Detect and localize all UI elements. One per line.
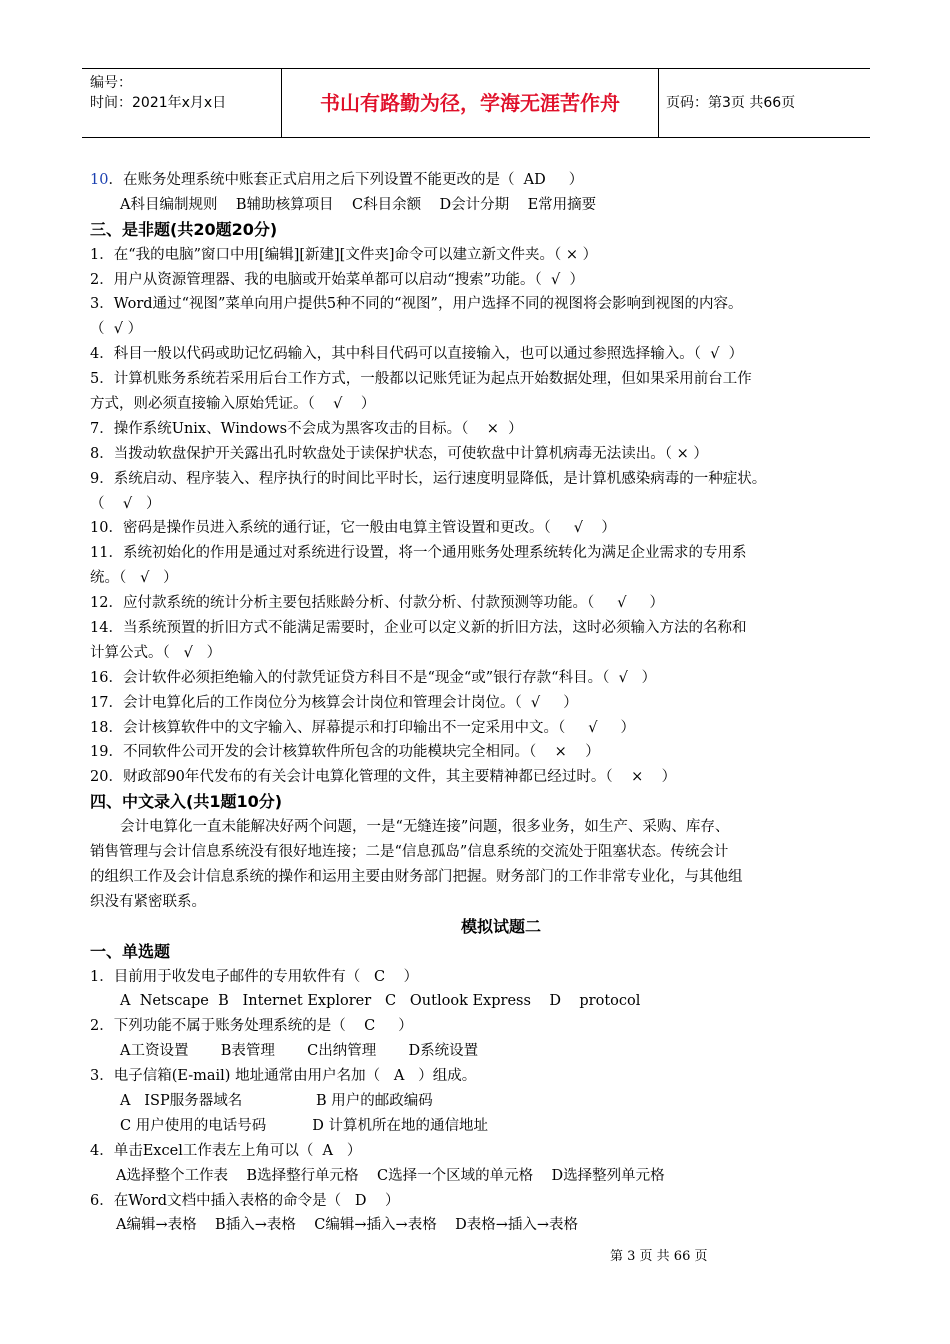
options-line: A编辑→表格 B插入→表格 C编辑→插入→表格 D表格→插入→表格 xyxy=(116,1217,579,1234)
question-line: 12．应付款系统的统计分析主要包括账龄分析、付款分析、付款预测等功能。（ √ ） xyxy=(90,595,665,612)
paragraph-line: 的组织工作及会计信息系统的操作和运用主要由财务部门把握。财务部门的工作非常专业化，与其他组 xyxy=(90,868,743,885)
page-footer: 第 3 页 共 66 页 xyxy=(610,1249,708,1264)
question-line: 1．在“我的电脑”窗口中用[编辑][新建][文件夹]命令可以建立新文件夹。（ × ） xyxy=(90,246,598,263)
question-line: 2．下列功能不属于账务处理系统的是（ C ） xyxy=(90,1018,413,1035)
answer-line: （ √ ） xyxy=(90,495,161,512)
question-line: 10．密码是操作员进入系统的通行证，它一般由电算主管设置和更改。（ √ ） xyxy=(90,520,616,537)
header-page-info: 页码：第3页 共66页 xyxy=(666,95,796,111)
section-heading: 四、中文录入(共1题10分) xyxy=(90,792,283,812)
paragraph-line: 织没有紧密联系。 xyxy=(90,893,206,910)
question-line: 4．科目一般以代码或助记忆码输入，其中科目代码可以直接输入，也可以通过参照选择输入。（ √ ） xyxy=(90,346,744,363)
header-number-label: 编号： xyxy=(90,75,132,91)
question-line: 7．操作系统Unix、Windows不会成为黑客攻击的目标。（ × ） xyxy=(90,420,523,437)
header-time-label: 时间：2021年x月x日 xyxy=(90,95,227,111)
question-line: 4．单击Excel工作表左上角可以（ A ） xyxy=(90,1142,362,1159)
paragraph-line: 销售管理与会计信息系统没有很好地连接；二是“信息孤岛”信息系统的交流处于阻塞状态。传统会计 xyxy=(90,844,729,861)
question-line: 16．会计软件必须拒绝输入的付款凭证贷方科目不是“现金“或”银行存款“科目。（ √ ） xyxy=(90,669,657,686)
header-meta xyxy=(82,69,282,137)
question-line: 14．当系统预置的折旧方式不能满足需要时，企业可以定义新的折旧方法，这时必须输入方法的名称和 xyxy=(90,620,747,637)
question-line: 1．目前用于收发电子邮件的专用软件有（ C ） xyxy=(90,968,419,985)
paragraph-line: 会计电算化一直未能解决好两个问题，一是“无缝连接”问题，很多业务，如生产、采购、库存、 xyxy=(120,819,730,836)
question-line: 11．系统初始化的作用是通过对系统进行设置，将一个通用账务处理系统转化为满足企业需求的专用系 xyxy=(90,545,747,562)
question-line: 6．在Word文档中插入表格的命令是（ D ） xyxy=(90,1192,400,1209)
options-line: A ISP服务器域名 B 用户的邮政编码 xyxy=(120,1092,433,1109)
exam-title: 模拟试题二 xyxy=(460,916,541,936)
question-line: 9．系统启动、程序装入、程序执行的时间比平时长，运行速度明显降低，是计算机感染病毒的一种症状。 xyxy=(90,470,767,487)
options-line: A选择整个工作表 B选择整行单元格 C选择一个区域的单元格 D选择整列单元格 xyxy=(116,1167,665,1184)
document-body xyxy=(90,168,872,1238)
question-line: 统。（ √ ） xyxy=(90,570,178,587)
header-motto: 书山有路勤为径，学海无涯苦作舟 xyxy=(282,69,659,137)
options-line: A科目编制规则 B辅助核算项目 C科目余额 D会计分期 E常用摘要 xyxy=(120,196,597,213)
answer-line: （ √ ） xyxy=(90,321,143,338)
question-line: 2．用户从资源管理器、我的电脑或开始菜单都可以启动“搜索”功能。（ √ ） xyxy=(90,271,584,288)
section-heading: 一、单选题 xyxy=(90,941,171,961)
options-line: C 用户使用的电话号码 D 计算机所在地的通信地址 xyxy=(120,1117,489,1134)
page-header xyxy=(82,68,870,138)
question-line: 18．会计核算软件中的文字输入、屏幕提示和打印输出不一定采用中文。（ √ ） xyxy=(90,719,636,736)
question-line: 3．电子信箱(E-mail) 地址通常由用户名加（ A ）组成。 xyxy=(90,1068,477,1085)
question-line: 10．在账务处理系统中账套正式启用之后下列设置不能更改的是（ AD ） xyxy=(90,172,584,188)
question-line: 19．不同软件公司开发的会计核算软件所包含的功能模块完全相同。（ × ） xyxy=(90,744,600,761)
question-line: 8．当拨动软盘保护开关露出孔时软盘处于读保护状态，可使软盘中计算机病毒无法读出。（ × ） xyxy=(90,445,708,462)
question-line: 方式，则必须直接输入原始凭证。（ √ ） xyxy=(90,396,376,413)
question-line: 计算公式。（ √ ） xyxy=(90,644,222,661)
section-heading: 三、是非题(共20题20分) xyxy=(90,219,278,239)
question-line: 20．财政部90年代发布的有关会计电算化管理的文件，其主要精神都已经过时。（ × ） xyxy=(90,769,677,786)
question-number: 10 xyxy=(90,172,109,188)
question-line: 3．Word通过“视图”菜单向用户提供5种不同的“视图”，用户选择不同的视图将会影响到视图的内容。 xyxy=(90,296,743,313)
options-line: A工资设置 B表管理 C出纳管理 D系统设置 xyxy=(120,1043,479,1060)
options-line: A Netscape B Internet Explorer C Outlook Express D protocol xyxy=(120,993,641,1010)
question-line: 5．计算机账务系统若采用后台工作方式，一般都以记账凭证为起点开始数据处理，但如果采用前台工作 xyxy=(90,371,752,388)
question-line: 17．会计电算化后的工作岗位分为核算会计岗位和管理会计岗位。（ √ ） xyxy=(90,694,578,711)
